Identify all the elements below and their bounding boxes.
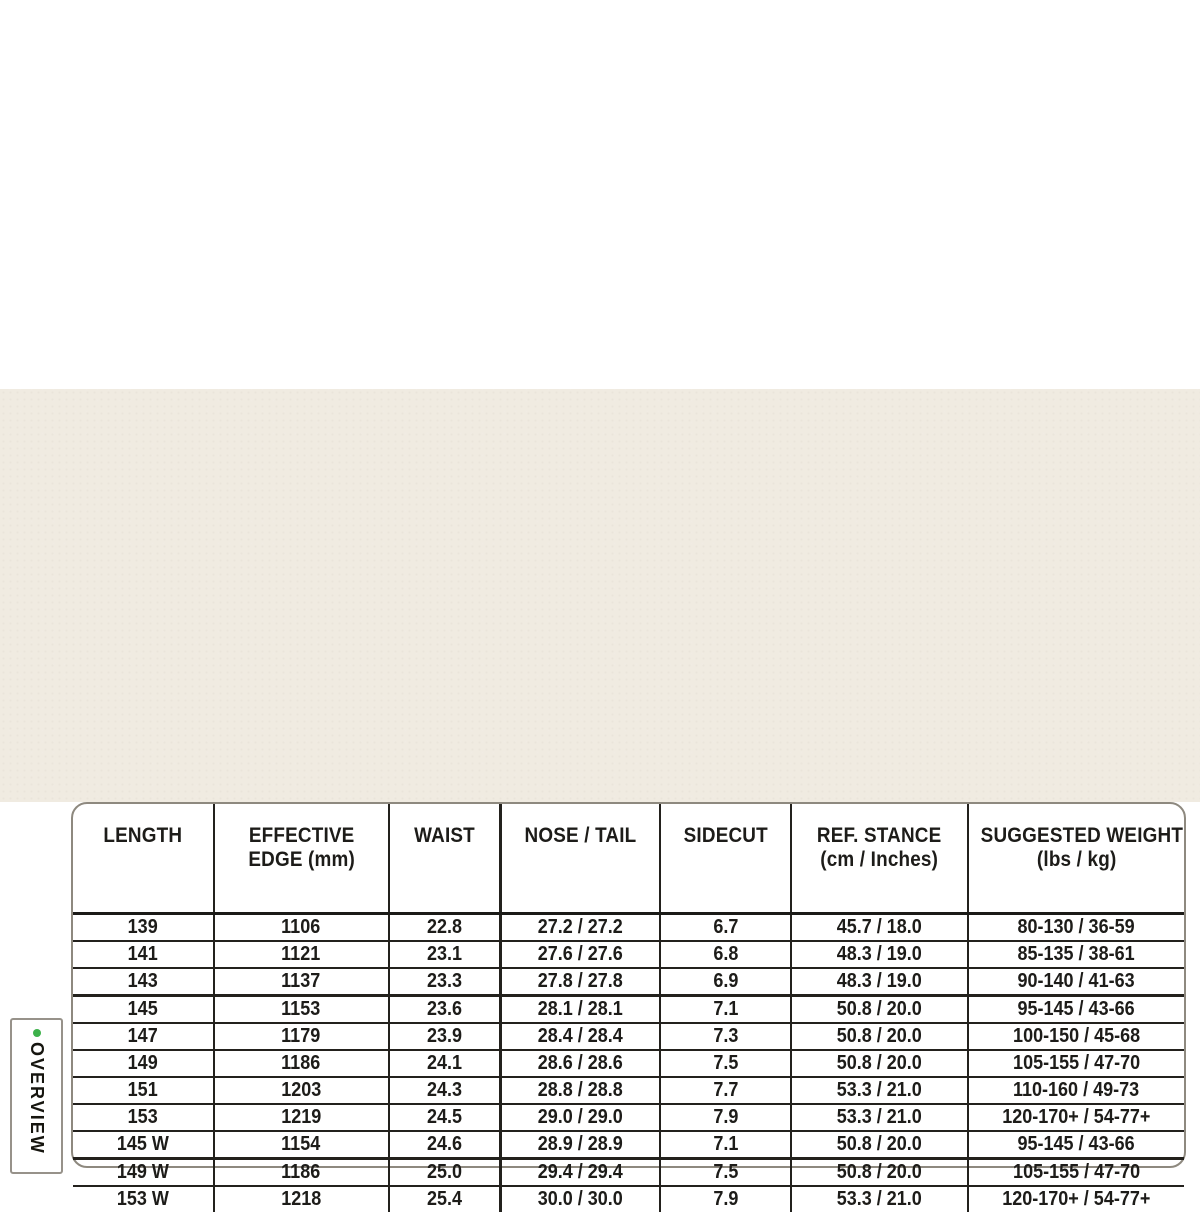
- cell: 149 W: [73, 1159, 214, 1187]
- cell: 95-145 / 43-66: [968, 1131, 1184, 1159]
- cell: 50.8 / 20.0: [791, 1159, 967, 1187]
- cell: 80-130 / 36-59: [968, 914, 1184, 942]
- table-header-row: [73, 804, 1184, 914]
- cell: 45.7 / 18.0: [791, 914, 967, 942]
- cell: 110-160 / 49-73: [968, 1077, 1184, 1104]
- table-row: [73, 1186, 1184, 1212]
- column-header: EFFECTIVE EDGE (mm): [214, 804, 389, 914]
- cell: 50.8 / 20.0: [791, 1131, 967, 1159]
- cell: 25.0: [389, 1159, 501, 1187]
- cell: 27.6 / 27.6: [500, 941, 659, 968]
- cell: 100-150 / 45-68: [968, 1023, 1184, 1050]
- cell: 153 W: [73, 1186, 214, 1212]
- cell: 105-155 / 47-70: [968, 1159, 1184, 1187]
- size-chart: [73, 804, 1184, 1212]
- cell: 85-135 / 38-61: [968, 941, 1184, 968]
- cell: 28.9 / 28.9: [500, 1131, 659, 1159]
- cell: 7.1: [660, 996, 792, 1024]
- cell: 1186: [214, 1159, 389, 1187]
- paper-band: [0, 389, 1200, 802]
- table-row: [73, 1159, 1184, 1187]
- cell: 90-140 / 41-63: [968, 968, 1184, 996]
- cell: 23.1: [389, 941, 501, 968]
- column-header: SUGGESTED WEIGHT (lbs / kg): [968, 804, 1184, 914]
- spec-table: [71, 802, 1186, 1168]
- cell: 151: [73, 1077, 214, 1104]
- cell: 139: [73, 914, 214, 942]
- table-row: [73, 914, 1184, 942]
- cell: 7.5: [660, 1159, 792, 1187]
- cell: 7.1: [660, 1131, 792, 1159]
- cell: 1154: [214, 1131, 389, 1159]
- overview-label: OVERVIEW: [26, 1042, 47, 1155]
- column-header: SIDECUT: [660, 804, 792, 914]
- cell: 95-145 / 43-66: [968, 996, 1184, 1024]
- cell: 153: [73, 1104, 214, 1131]
- cell: 120-170+ / 54-77+: [968, 1186, 1184, 1212]
- cell: 1153: [214, 996, 389, 1024]
- cell: 7.3: [660, 1023, 792, 1050]
- cell: 141: [73, 941, 214, 968]
- cell: 27.8 / 27.8: [500, 968, 659, 996]
- cell: 149: [73, 1050, 214, 1077]
- cell: 6.9: [660, 968, 792, 996]
- cell: 1203: [214, 1077, 389, 1104]
- cell: 50.8 / 20.0: [791, 1023, 967, 1050]
- cell: 23.6: [389, 996, 501, 1024]
- cell: 1121: [214, 941, 389, 968]
- cell: 25.4: [389, 1186, 501, 1212]
- cell: 143: [73, 968, 214, 996]
- table-row: [73, 1104, 1184, 1131]
- table-row: [73, 1050, 1184, 1077]
- cell: 53.3 / 21.0: [791, 1186, 967, 1212]
- cell: 7.9: [660, 1104, 792, 1131]
- cell: 1219: [214, 1104, 389, 1131]
- cell: 28.4 / 28.4: [500, 1023, 659, 1050]
- cell: 27.2 / 27.2: [500, 914, 659, 942]
- cell: 24.5: [389, 1104, 501, 1131]
- cell: 6.8: [660, 941, 792, 968]
- column-header: LENGTH: [73, 804, 214, 914]
- cell: 30.0 / 30.0: [500, 1186, 659, 1212]
- cell: 24.6: [389, 1131, 501, 1159]
- cell: 145 W: [73, 1131, 214, 1159]
- cell: 24.3: [389, 1077, 501, 1104]
- cell: 7.7: [660, 1077, 792, 1104]
- cell: 48.3 / 19.0: [791, 968, 967, 996]
- table-row: [73, 968, 1184, 996]
- cell: 1218: [214, 1186, 389, 1212]
- cell: 29.0 / 29.0: [500, 1104, 659, 1131]
- table-row: [73, 1077, 1184, 1104]
- cell: 7.9: [660, 1186, 792, 1212]
- table-row: [73, 996, 1184, 1024]
- cell: 145: [73, 996, 214, 1024]
- cell: 28.8 / 28.8: [500, 1077, 659, 1104]
- cell: 22.8: [389, 914, 501, 942]
- overview-bullet-icon: [33, 1029, 41, 1037]
- cell: 50.8 / 20.0: [791, 996, 967, 1024]
- cell: 50.8 / 20.0: [791, 1050, 967, 1077]
- cell: 1179: [214, 1023, 389, 1050]
- cell: 28.1 / 28.1: [500, 996, 659, 1024]
- column-header: REF. STANCE (cm / Inches): [791, 804, 967, 914]
- column-header: NOSE / TAIL: [500, 804, 659, 914]
- cell: 24.1: [389, 1050, 501, 1077]
- cell: 29.4 / 29.4: [500, 1159, 659, 1187]
- cell: 28.6 / 28.6: [500, 1050, 659, 1077]
- cell: 23.9: [389, 1023, 501, 1050]
- table-row: [73, 1131, 1184, 1159]
- table-body: [73, 914, 1184, 1212]
- cell: 1137: [214, 968, 389, 996]
- cell: 7.5: [660, 1050, 792, 1077]
- column-header: WAIST: [389, 804, 501, 914]
- table-row: [73, 941, 1184, 968]
- cell: 53.3 / 21.0: [791, 1104, 967, 1131]
- cell: 1186: [214, 1050, 389, 1077]
- cell: 1106: [214, 914, 389, 942]
- cell: 53.3 / 21.0: [791, 1077, 967, 1104]
- cell: 120-170+ / 54-77+: [968, 1104, 1184, 1131]
- cell: 6.7: [660, 914, 792, 942]
- cell: 105-155 / 47-70: [968, 1050, 1184, 1077]
- overview-tab[interactable]: [10, 1018, 63, 1174]
- cell: 147: [73, 1023, 214, 1050]
- cell: 23.3: [389, 968, 501, 996]
- cell: 48.3 / 19.0: [791, 941, 967, 968]
- table-row: [73, 1023, 1184, 1050]
